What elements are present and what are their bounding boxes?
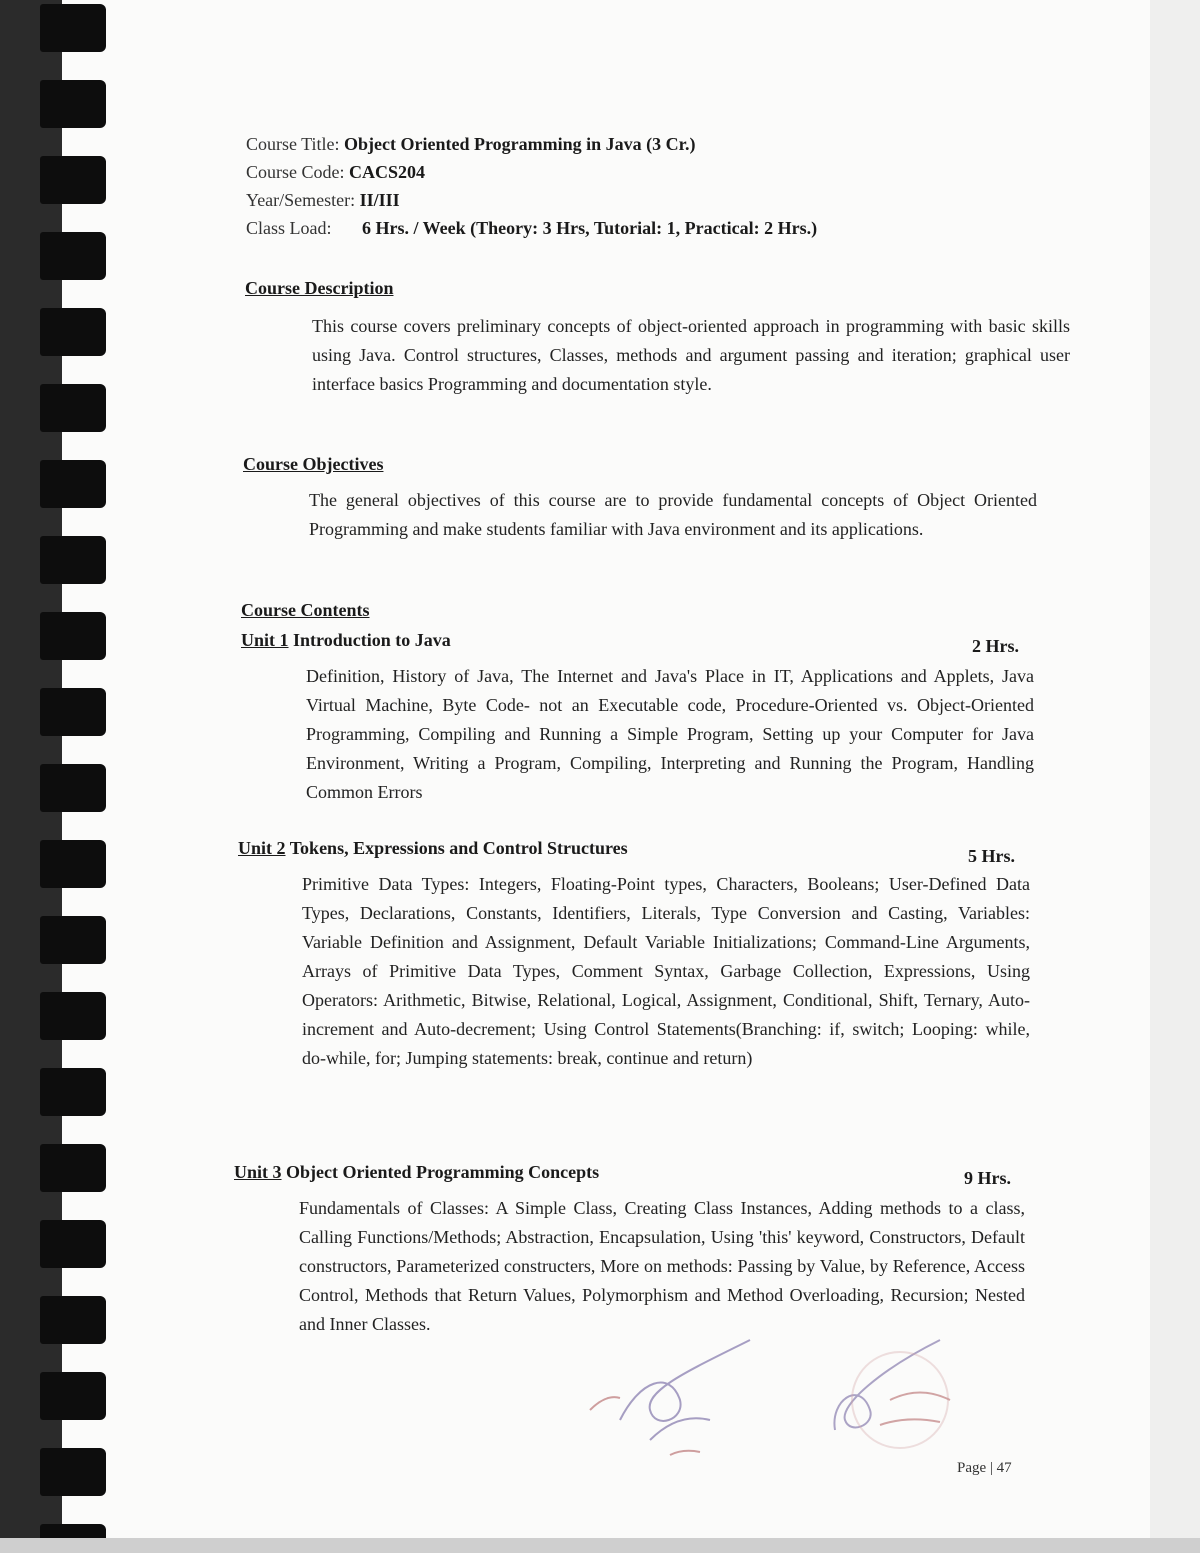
unit-1-label: Unit 1 — [241, 630, 289, 650]
course-title-value: Object Oriented Programming in Java (3 Cr.) — [344, 134, 696, 154]
unit-2-hours: 5 Hrs. — [968, 846, 1015, 866]
binding-ring — [40, 4, 106, 52]
unit-3-hours: 9 Hrs. — [964, 1168, 1011, 1188]
page-edge — [1150, 0, 1200, 1553]
binding-gap — [62, 1498, 110, 1524]
year-semester-row — [246, 186, 817, 214]
signature-stamp-right — [790, 1320, 990, 1460]
binding-gap — [62, 1422, 110, 1448]
course-objectives-heading: Course Objectives — [243, 454, 384, 474]
course-code-label: Course Code: — [246, 162, 345, 182]
binding-ring — [40, 1144, 106, 1192]
unit-1-heading — [241, 630, 451, 651]
binding-ring — [40, 992, 106, 1040]
page-number: Page | 47 — [957, 1460, 1012, 1476]
signature-stamp-left — [560, 1300, 790, 1480]
course-description-heading: Course Description — [245, 278, 394, 298]
binding-ring — [40, 156, 106, 204]
binding-ring — [40, 1220, 106, 1268]
year-semester-value: II/III — [359, 190, 400, 210]
binding-gap — [62, 358, 110, 384]
binding-gap — [62, 1042, 110, 1068]
course-description-text: This course covers preliminary concepts of object-oriented approach in programming with basic skills using Java. Control structures, Classes, methods and argument passing and iteration; graphical user interface basics Programming and documentation style. — [312, 316, 1070, 394]
unit-3-text: Fundamentals of Classes: A Simple Class, Creating Class Instances, Adding methods to a class, Calling Functions/Methods; Abstraction, Encapsulation, Using 'this' keyword, Constructors, Default constructors, Parameterized constructers, More on methods: Passing by Value, by Reference, Access Control, Methods that Return Values, Polymorphism and Method Overloading, Recursion; Nested and Inner Classes. — [299, 1198, 1025, 1334]
binding-ring — [40, 384, 106, 432]
binding-ring — [40, 1296, 106, 1344]
unit-3-title: Object Oriented Programming Concepts — [286, 1162, 600, 1182]
bottom-shadow — [0, 1538, 1200, 1553]
course-objectives-text: The general objectives of this course are to provide fundamental concepts of Object Oriented Programming and make students familiar with Java environment and its applications. — [309, 490, 1037, 539]
binding-gap — [62, 1118, 110, 1144]
binding-gap — [62, 662, 110, 688]
year-semester-label: Year/Semester: — [246, 190, 356, 210]
binding-ring — [40, 232, 106, 280]
unit-2-heading — [238, 838, 628, 859]
binding-ring — [40, 536, 106, 584]
spiral-binding — [0, 0, 110, 1553]
course-contents-heading: Course Contents — [241, 600, 370, 620]
binding-ring — [40, 80, 106, 128]
binding-gap — [62, 54, 110, 80]
binding-gap — [62, 814, 110, 840]
course-code-value: CACS204 — [349, 162, 426, 182]
course-header — [246, 130, 817, 242]
course-code-row — [246, 158, 817, 186]
unit-2-text: Primitive Data Types: Integers, Floating-Point types, Characters, Booleans; User-Defined Data Types, Declarations, Constants, Identifiers, Literals, Type Conversion and Casting, Variables: Variable Definition and Assignment, Default Variable Initializations; Command-Line Arguments, Arrays of Primitive Data Types, Comment Syntax, Garbage Collection, Expressions, Using Operators: Arithmetic, Bitwise, Relational, Logical, Assignment, Conditional, Shift, Ternary, Auto-increment and Auto-decrement; Using Control Statements(Branching: if, switch; Looping: while, do-while, for; Jumping statements: break, continue and return) — [302, 874, 1030, 1068]
class-load-value: 6 Hrs. / Week (Theory: 3 Hrs, Tutorial: 1, Practical: 2 Hrs.) — [362, 218, 818, 238]
course-title-row — [246, 130, 817, 158]
binding-ring — [40, 1448, 106, 1496]
class-load-row — [246, 214, 817, 242]
binding-gap — [62, 738, 110, 764]
binding-gap — [62, 586, 110, 612]
binding-ring — [40, 764, 106, 812]
binding-ring — [40, 916, 106, 964]
binding-gap — [62, 282, 110, 308]
binding-ring — [40, 1372, 106, 1420]
unit-2-label: Unit 2 — [238, 838, 286, 858]
binding-ring — [40, 688, 106, 736]
class-load-label: Class Load: — [246, 218, 332, 238]
unit-3-heading — [234, 1162, 599, 1183]
binding-ring — [40, 612, 106, 660]
binding-gap — [62, 510, 110, 536]
binding-gap — [62, 434, 110, 460]
binding-ring — [40, 308, 106, 356]
unit-1-hours: 2 Hrs. — [972, 636, 1019, 656]
binding-gap — [62, 890, 110, 916]
binding-gap — [62, 1194, 110, 1220]
binding-gap — [62, 206, 110, 232]
unit-3-label: Unit 3 — [234, 1162, 282, 1182]
binding-ring — [40, 1068, 106, 1116]
binding-gap — [62, 966, 110, 992]
unit-2-title: Tokens, Expressions and Control Structures — [289, 838, 628, 858]
binding-gap — [62, 1270, 110, 1296]
binding-ring — [40, 460, 106, 508]
unit-1-text: Definition, History of Java, The Internet and Java's Place in IT, Applications and Applets, Java Virtual Machine, Byte Code- not an Executable code, Procedure-Oriented vs. Object-Oriented Programming, Compiling and Running a Simple Program, Setting up your Computer for Java Environment, Writing a Program, Compiling, Interpreting and Running the Program, Handling Common Errors — [306, 666, 1034, 802]
binding-gap — [62, 130, 110, 156]
binding-gap — [62, 1346, 110, 1372]
binding-ring — [40, 840, 106, 888]
course-title-label: Course Title: — [246, 134, 340, 154]
unit-1-title: Introduction to Java — [293, 630, 451, 650]
